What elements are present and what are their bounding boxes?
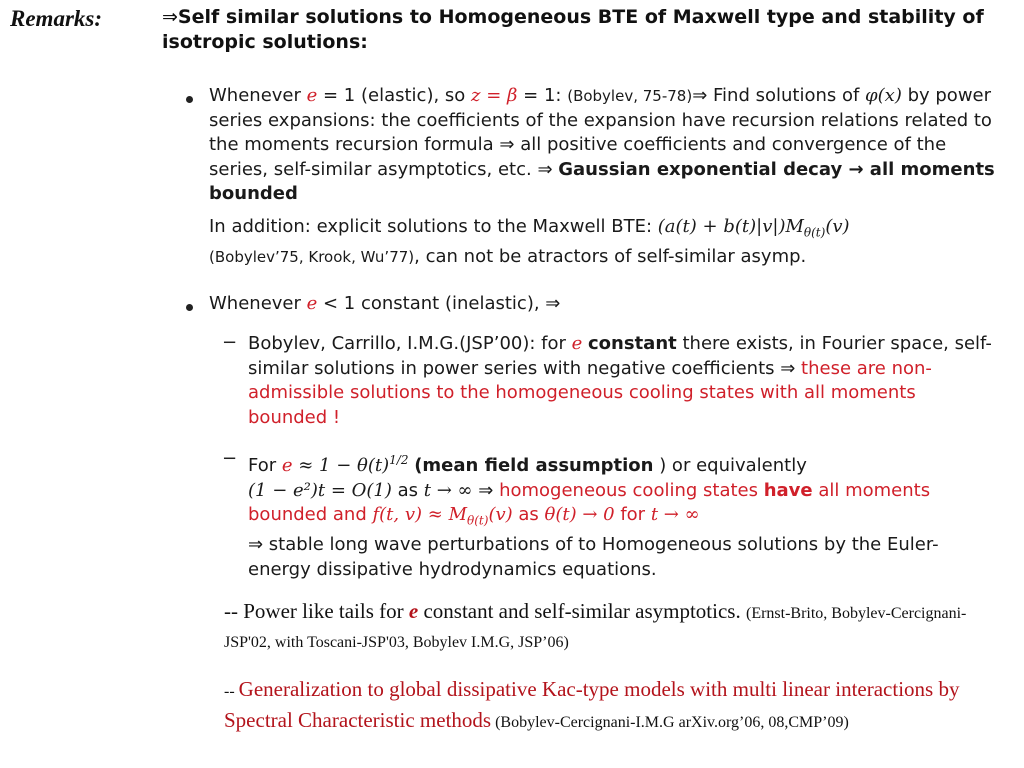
sub-2-text: For $e \approx 1 - \theta(t)^{1/2}$ (mean field assumption ) or equivalently (1 − e²)t = O(1) as t → ∞ ⇒ homogeneous cooling states have all moments bounded and f(t, $v) \approx M_{\theta(t)}(v)$ as θ(t) → 0 for t → ∞ ⇒ stable long wave perturbations of to Homogeneous solutions by the Euler-energy dissipative hydrodynamics equations. xyxy=(248,453,939,580)
sub-1-text: Bobylev, Carrillo, I.M.G.(JSP’00): for e constant there exists, in Fourier space, self-similar solutions in power series with negative coefficients ⇒ these are non-admissible solutions to the homogeneous cooling states with all moments bounded ! xyxy=(248,333,992,428)
slide-title xyxy=(162,5,1002,55)
citation-bobylev-cercignani-img: (Bobylev-Cercignani-I.M.G arXiv.org’06, 08,CMP’09) xyxy=(491,714,849,731)
title-arrow: ⇒ xyxy=(162,6,178,28)
bullet-1-text: Whenever e = 1 (elastic), so z = β = 1: (Bobylev, 75-78)⇒ Find solutions of φ(x) by power series expansions: the coefficients of the expansion have recursion relations related to the moments recursion formula ⇒ all positive coefficients and convergence of the series, self-similar asymptotics, etc. ⇒ Gaussian exponential decay → all moments bounded xyxy=(209,85,995,204)
bullet-1-addition: In addition: explicit solutions to the Maxwell BTE: $(a(t) + b(t)|v|)M_{\theta(t)}(v)$ (Bobylev’75, Krook, Wu’77), can not be atractors of self-similar asymp. xyxy=(209,216,850,268)
citation-ernst-brito: (Ernst-Brito, Bobylev-Cercignani- JSP'02, with Toscani-JSP'03, Bobylev I.M.G, JSP’06) xyxy=(224,605,967,651)
non-admissible-statement: these are non-admissible solutions to the homogeneous cooling states with all moments bounded ! xyxy=(248,357,932,428)
remarks-label: Remarks: xyxy=(10,6,102,31)
note-generalization: -- Generalization to global dissipative Kac-type models with multi linear interactions by Spectral Characteristic methods (Bobylev-Cercignani-I.M.G arXiv.org’06, 08,CMP’09) xyxy=(224,677,960,732)
sub-1-dash: − xyxy=(222,332,238,353)
sub-2-dash: − xyxy=(222,448,238,469)
bullet-1-dot xyxy=(186,96,193,103)
bullet-2-text: Whenever e < 1 constant (inelastic), ⇒ xyxy=(209,293,561,314)
bullet-2-dot xyxy=(186,304,193,311)
title-text: Self similar solutions to Homogeneous BTE of Maxwell type and stability of isotropic solutions: xyxy=(162,6,984,53)
citation-bobylev-krook-wu: (Bobylev’75, Krook, Wu’77) xyxy=(209,248,415,267)
note-power-tails: -- Power like tails for e constant and self-similar asymptotics. (Ernst-Brito, Bobylev-Cercignani- JSP'02, with Toscani-JSP'03, Bobylev I.M.G, JSP’06) xyxy=(224,599,967,651)
gaussian-decay-statement: Gaussian exponential decay → all moments bounded xyxy=(209,158,995,204)
citation-bobylev-75-78: (Bobylev, 75-78) xyxy=(567,87,693,105)
